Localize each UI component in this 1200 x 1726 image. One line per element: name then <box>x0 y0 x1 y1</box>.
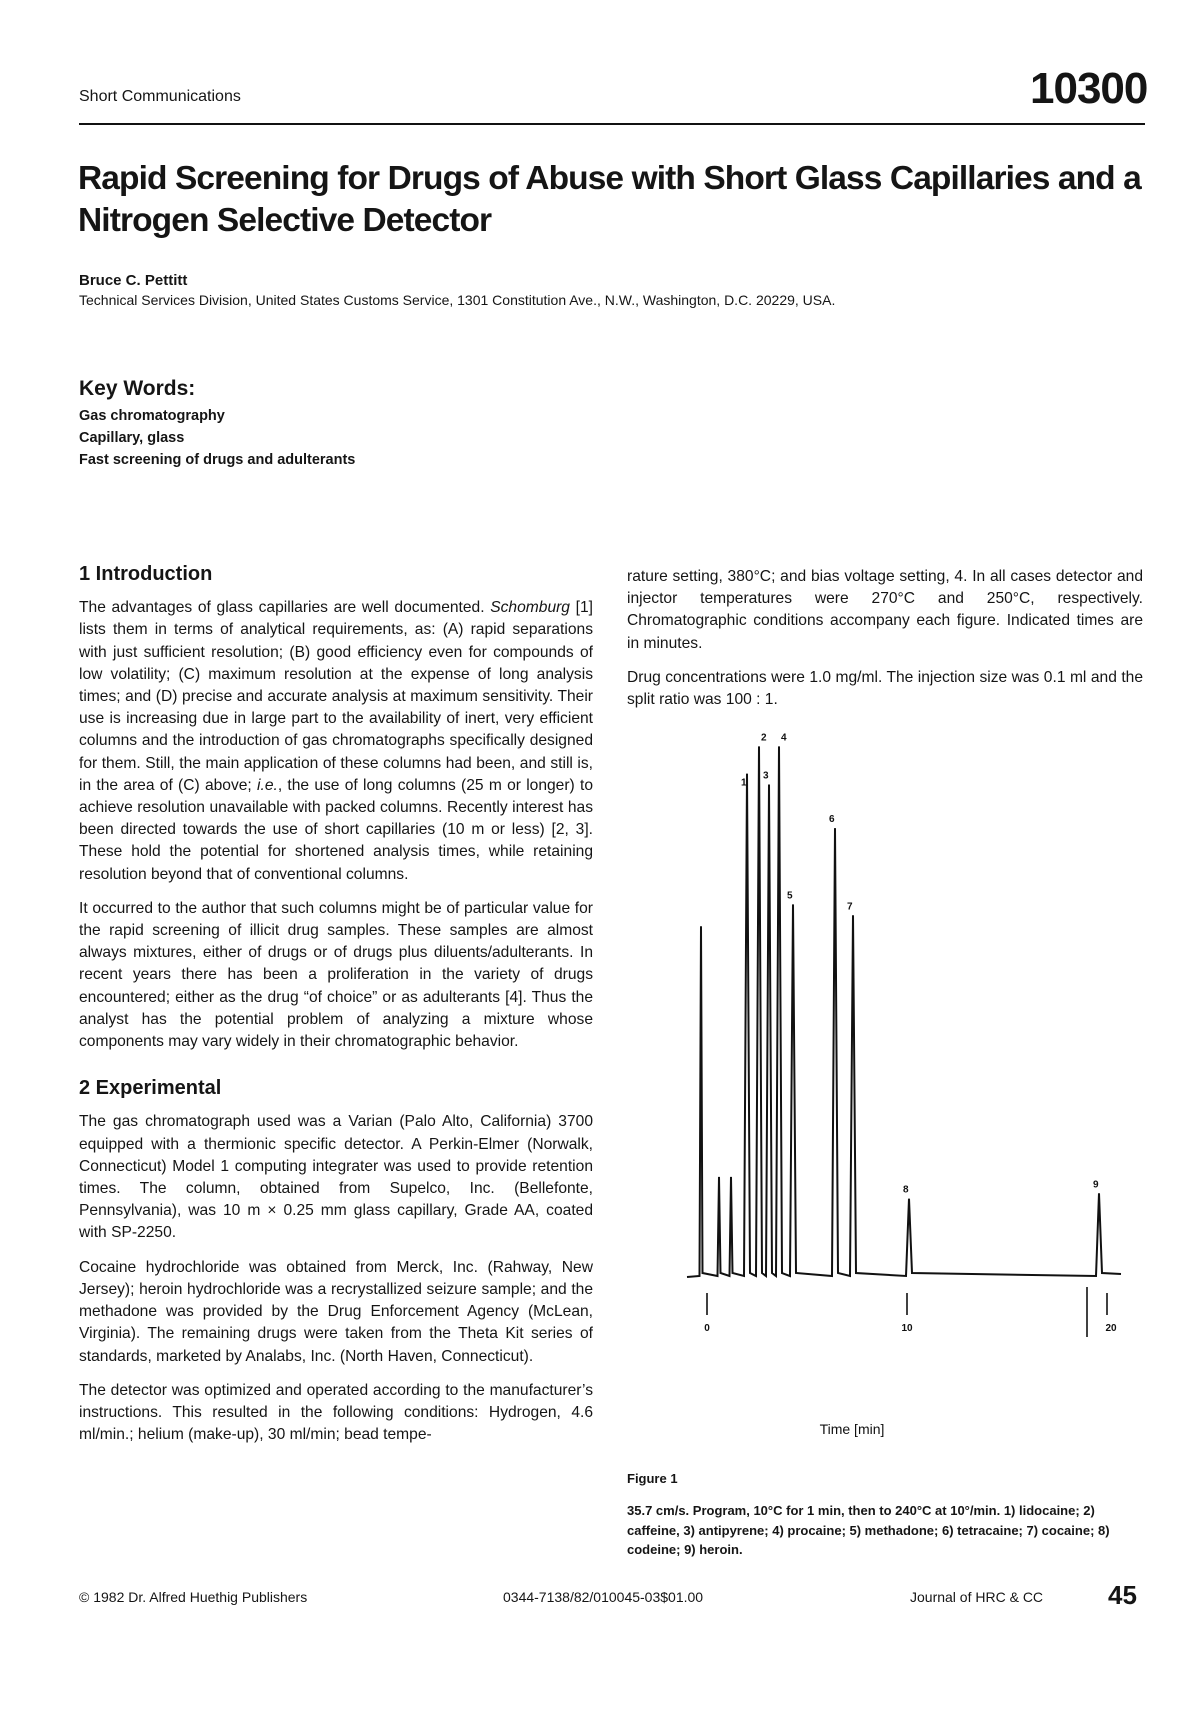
peak-label-7: 7 <box>847 901 853 913</box>
introduction-heading: 1 Introduction <box>79 563 213 585</box>
experimental-paragraph-3: The detector was optimized and operated according to the manufacturer’s instructions. This resulted in the following conditions: Hydrogen, 4.6 ml/min.; helium (make-up), 30 ml/min; bead tempe- <box>79 1381 593 1444</box>
left-column <box>79 563 593 1458</box>
issn-code: 0344-7138/82/010045-03$01.00 <box>503 1589 704 1605</box>
journal-name: Journal of HRC & CC <box>910 1589 1044 1605</box>
document-number: 10300 <box>1030 64 1148 113</box>
experimental-heading: 2 Experimental <box>79 1077 222 1100</box>
intro-p1-text-c: , the use of long columns (25 m or longer) to achieve resolution unavailable with packed columns. Recently interest has been directed towards the use of short capillaries (10 m or less) [2, 3]. These hold the potential for shortened analysis times, while retaining resolution beyond that of conventional columns. <box>79 776 593 883</box>
peak-label-3: 3 <box>763 770 769 782</box>
cited-author: Schomburg <box>490 599 570 617</box>
ie-abbreviation: i.e. <box>257 776 278 794</box>
right-column <box>627 566 1143 723</box>
peak-label-4: 4 <box>781 732 787 744</box>
peak-label-9: 9 <box>1093 1179 1099 1191</box>
paper-title: Rapid Screening for Drugs of Abuse with Short Glass Capillaries and a Nitrogen Selective Detector <box>78 160 1141 239</box>
keyword-item: Fast screening of drugs and adulterants <box>79 452 356 468</box>
experimental-paragraph-5: Drug concentrations were 1.0 mg/ml. The injection size was 0.1 ml and the split ratio was 100 : 1. <box>627 668 1143 709</box>
experimental-paragraph-1: The gas chromatograph used was a Varian (Palo Alto, California) 3700 equipped with a thermionic specific detector. A Perkin-Elmer (Norwalk, Connecticut) Model 1 computing integrater was used to provide retention times. The column, obtained from Supelco, Inc. (Bellefonte, Pennsylvania), was 10 m × 0.25 mm glass capillary, Grade AA, coated with SP-2250. <box>79 1113 593 1242</box>
keyword-item: Capillary, glass <box>79 430 185 446</box>
intro-paragraph-1 <box>79 597 593 886</box>
experimental-paragraph-2: Cocaine hydrochloride was obtained from Merck, Inc. (Rahway, New Jersey); heroin hydrochloride was a recrystallized seizure sample; and the methadone was provided by the Drug Enforcement Agency (McLean, Virginia). The remaining drugs were taken from the Theta Kit series of standards, marketed by Analabs, Inc. (North Haven, Connecticut). <box>79 1258 593 1365</box>
intro-p1-text-a: The advantages of glass capillaries are well documented. <box>79 599 491 617</box>
x-tick-label-10: 10 <box>901 1323 913 1334</box>
keyword-item: Gas chromatography <box>79 408 225 424</box>
chromatogram-trace <box>687 746 1121 1277</box>
x-tick-label-20: 20 <box>1105 1323 1117 1334</box>
x-tick-label-0: 0 <box>704 1323 710 1334</box>
experimental-paragraph-4: rature setting, 380°C; and bias voltage setting, 4. In all cases detector and injector temperatures were 270°C and 250°C, respectively. Chromatographic conditions accompany each figure. Indicated times are in minutes. <box>627 568 1143 652</box>
section-label: Short Communications <box>79 88 241 105</box>
peak-label-1: 1 <box>741 777 747 789</box>
peak-label-6: 6 <box>829 814 835 826</box>
x-axis-title: Time [min] <box>819 1421 885 1437</box>
author-affiliation: Technical Services Division, United States Customs Service, 1301 Constitution Ave., N.W., Washington, D.C. 20229, USA. <box>79 292 836 308</box>
figure-caption: 35.7 cm/s. Program, 10°C for 1 min, then to 240°C at 10°/min. 1) lidocaine; 2) caffeine, 3) antipyrene; 4) procaine; 5) methadone; 6) tetracaine; 7) cocaine; 8) codeine; 9) heroin. <box>627 1503 1110 1557</box>
peak-label-5: 5 <box>787 890 793 902</box>
x-tick-labels <box>704 1323 1117 1334</box>
intro-paragraph-2: It occurred to the author that such columns might be of particular value for the rapid screening of illicit drug samples. These samples are almost always mixtures, either of drugs or of drugs plus diluents/adulterants. In recent years there has been a proliferation in the variety of drugs encountered; either as the drug “of choice” or as adulterants [4]. Thus the analyst has the potential problem of analyzing a mixture whose components may vary widely in their chromatographic behavior. <box>79 899 593 1051</box>
keywords-heading: Key Words: <box>79 377 196 400</box>
peak-label-8: 8 <box>903 1184 909 1196</box>
author-name: Bruce C. Pettitt <box>79 272 188 289</box>
header-rule <box>79 123 1145 125</box>
copyright-notice: © 1982 Dr. Alfred Huethig Publishers <box>79 1589 308 1605</box>
peak-label-2: 2 <box>761 732 767 744</box>
intro-p1-text-b: [1] lists them in terms of analytical requirements, as: (A) rapid separations with just sufficient resolution; (B) good efficiency even for compounds of low volatility; (C) maximum resolution at the expense of long analysis times; and (D) precise and accurate analysis at maximum sensitivity. Their use is increasing due in large part to the availability of inert, very efficient columns and the introduction of gas chromatographs specifically designed for them. Still, the main application of these columns had been, and still is, in the area of (C) above; <box>79 599 593 794</box>
figure-label: Figure 1 <box>627 1471 678 1486</box>
page-number: 45 <box>1108 1580 1137 1610</box>
chromatogram-chart <box>620 730 1145 1492</box>
